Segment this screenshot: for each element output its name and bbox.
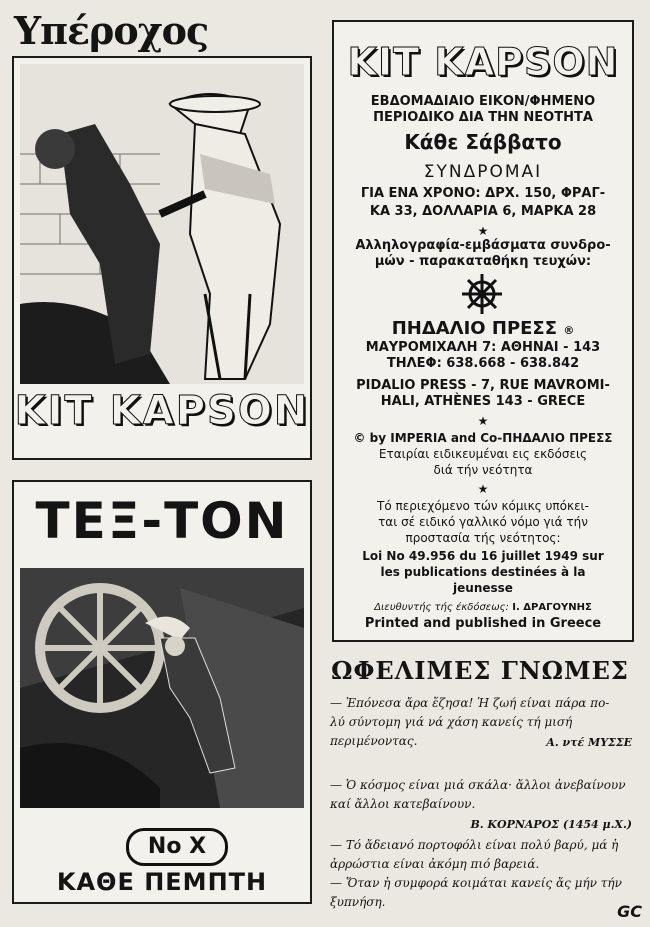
address-line-3: PIDALIO PRESS - 7, RUE MAVROMI- — [356, 378, 610, 393]
law-line-1: Τό περιεχόμενο τών κόμικς υπόκει- — [377, 499, 589, 513]
issue-badge: No X — [126, 828, 228, 866]
director-name: Ι. ΔΡΑΓΟΥΝΗΣ — [512, 602, 592, 613]
quote-1-line-2: λύ σύντομη γιά νά χάση κανείς τή μισή περιμένοντας. — [330, 715, 573, 748]
quote-2-line-2: καί ἄλλοι κατεβαίνουν. — [330, 797, 476, 811]
quote-2-author: Β. ΚΟΡΝΑΡΟΣ (1454 μ.Χ.) — [470, 818, 632, 831]
law-line-3: προστασία τής νεότητος: — [405, 531, 561, 545]
publication-weekday: ΚΑΘΕ ΠΕΜΠΤΗ — [56, 868, 268, 896]
quote-4-line-2: ξυπνήση. — [330, 895, 386, 909]
scanner-watermark: GC — [617, 902, 642, 921]
law-line-2: ται σέ ειδικό γαλλικό νόμο γιά τήν — [378, 515, 588, 529]
law-line-6: jeunesse — [453, 581, 513, 595]
copyright-line-1: © by IMPERIA and Co-ΠΗΔΑΛΙΟ ΠΡΕΣΣ — [353, 431, 613, 445]
useful-thoughts-title: ΩΦΕΛΙΜΕΣ ΓΝΩΜΕΣ — [331, 656, 629, 685]
imprint-box — [332, 20, 634, 642]
separator-star: ★ — [477, 482, 489, 496]
kit-cover-logo: KIT KAPSON — [14, 388, 310, 434]
masthead-logo: KIT KAPSON — [347, 40, 619, 84]
address-line-4: HALI, ATHÈNES 143 - GRECE — [380, 394, 586, 409]
law-line-5: les publications destinées à la — [380, 565, 586, 579]
director-label: Διευθυντής τής έκδόσεως: — [374, 602, 509, 613]
director-credit — [342, 600, 624, 616]
quote-1-line-1: — Ἐπόνεσα ἄρα ἔζησα! Ἡ ζωή είναι πάρα πο- — [330, 696, 610, 710]
quote-2-line-1: — Ὁ κόσμος είναι μιά σκάλα· ἄλλοι ἀνεβαίνουν — [330, 778, 626, 792]
subtitle-line-2: ΠΕΡΙΟΔΙΚΟ ΔΙΑ ΤΗΝ ΝΕΟΤΗΤΑ — [373, 110, 593, 125]
separator-star: ★ — [477, 414, 489, 428]
address-line-2: ΤΗΛΕΦ: 638.668 - 638.842 — [386, 356, 580, 371]
ship-wheel-icon — [460, 272, 504, 316]
publisher-name — [342, 318, 624, 342]
address-line-1: ΜΑΥΡΟΜΙΧΑΛΗ 7: ΑΘΗΝΑΙ - 143 — [365, 340, 601, 355]
kit-cover-illustration — [20, 64, 304, 384]
subscriptions-title: ΣΥΝΔΡΟΜΑΙ — [423, 162, 543, 182]
quote-4-line-1: — Ὅταν ἡ συμφορά κοιμάται κανείς ἄς μήν τήν — [330, 876, 622, 890]
copyright-line-2: Εταιρίαι ειδικευμέναι εις εκδόσεις — [378, 447, 588, 461]
tex-ton-cover — [12, 480, 312, 904]
subscriptions-line-1: ΓΙΑ ΕΝΑ ΧΡΟΝΟ: ΔΡΧ. 150, ΦΡΑΓ- — [360, 186, 606, 201]
registered-mark: ® — [563, 324, 575, 337]
tex-cover-title: ΤΕΞ-ΤΟΝ — [35, 492, 289, 550]
quote-3-line-2: ἀρρώστια είναι ἀκόμη πιό βαρειά. — [330, 857, 540, 871]
publisher-label: ΠΗΔΑΛΙΟ ΠΡΕΣΣ — [391, 318, 558, 339]
law-line-4: Loi No 49.956 du 16 juillet 1949 sur — [362, 549, 604, 563]
subtitle-line-1: ΕΒΔΟΜΑΔΙΑΙΟ ΕΙΚΟΝ/ΦΗΜΕΝΟ — [370, 94, 596, 109]
printed-published-note: Printed and published in Greece — [364, 616, 602, 631]
quote-3-line-1: — Τό ἄδειανό πορτοφόλι είναι πολύ βαρύ, μά ἡ — [330, 838, 619, 852]
tex-cover-illustration — [20, 568, 304, 808]
mail-line-2: μών - παρακαταθήκη τευχών: — [374, 254, 592, 269]
left-header-title: Υπέροχος — [14, 8, 209, 53]
separator-star: ★ — [477, 224, 489, 238]
kit-kapson-cover — [12, 56, 312, 460]
mail-line-1: Αλληλογραφία-εμβάσματα συνδρο- — [355, 238, 611, 253]
subscriptions-line-2: ΚΑ 33, ΔΟΛΛΑΡΙΑ 6, ΜΑΡΚΑ 28 — [369, 204, 597, 219]
publication-day: Κάθε Σάββατο — [404, 130, 562, 154]
quote-1-author: Α. ντέ ΜΥΣΣΕ — [546, 736, 632, 749]
copyright-line-3: διά τήν νεότητα — [433, 463, 533, 477]
